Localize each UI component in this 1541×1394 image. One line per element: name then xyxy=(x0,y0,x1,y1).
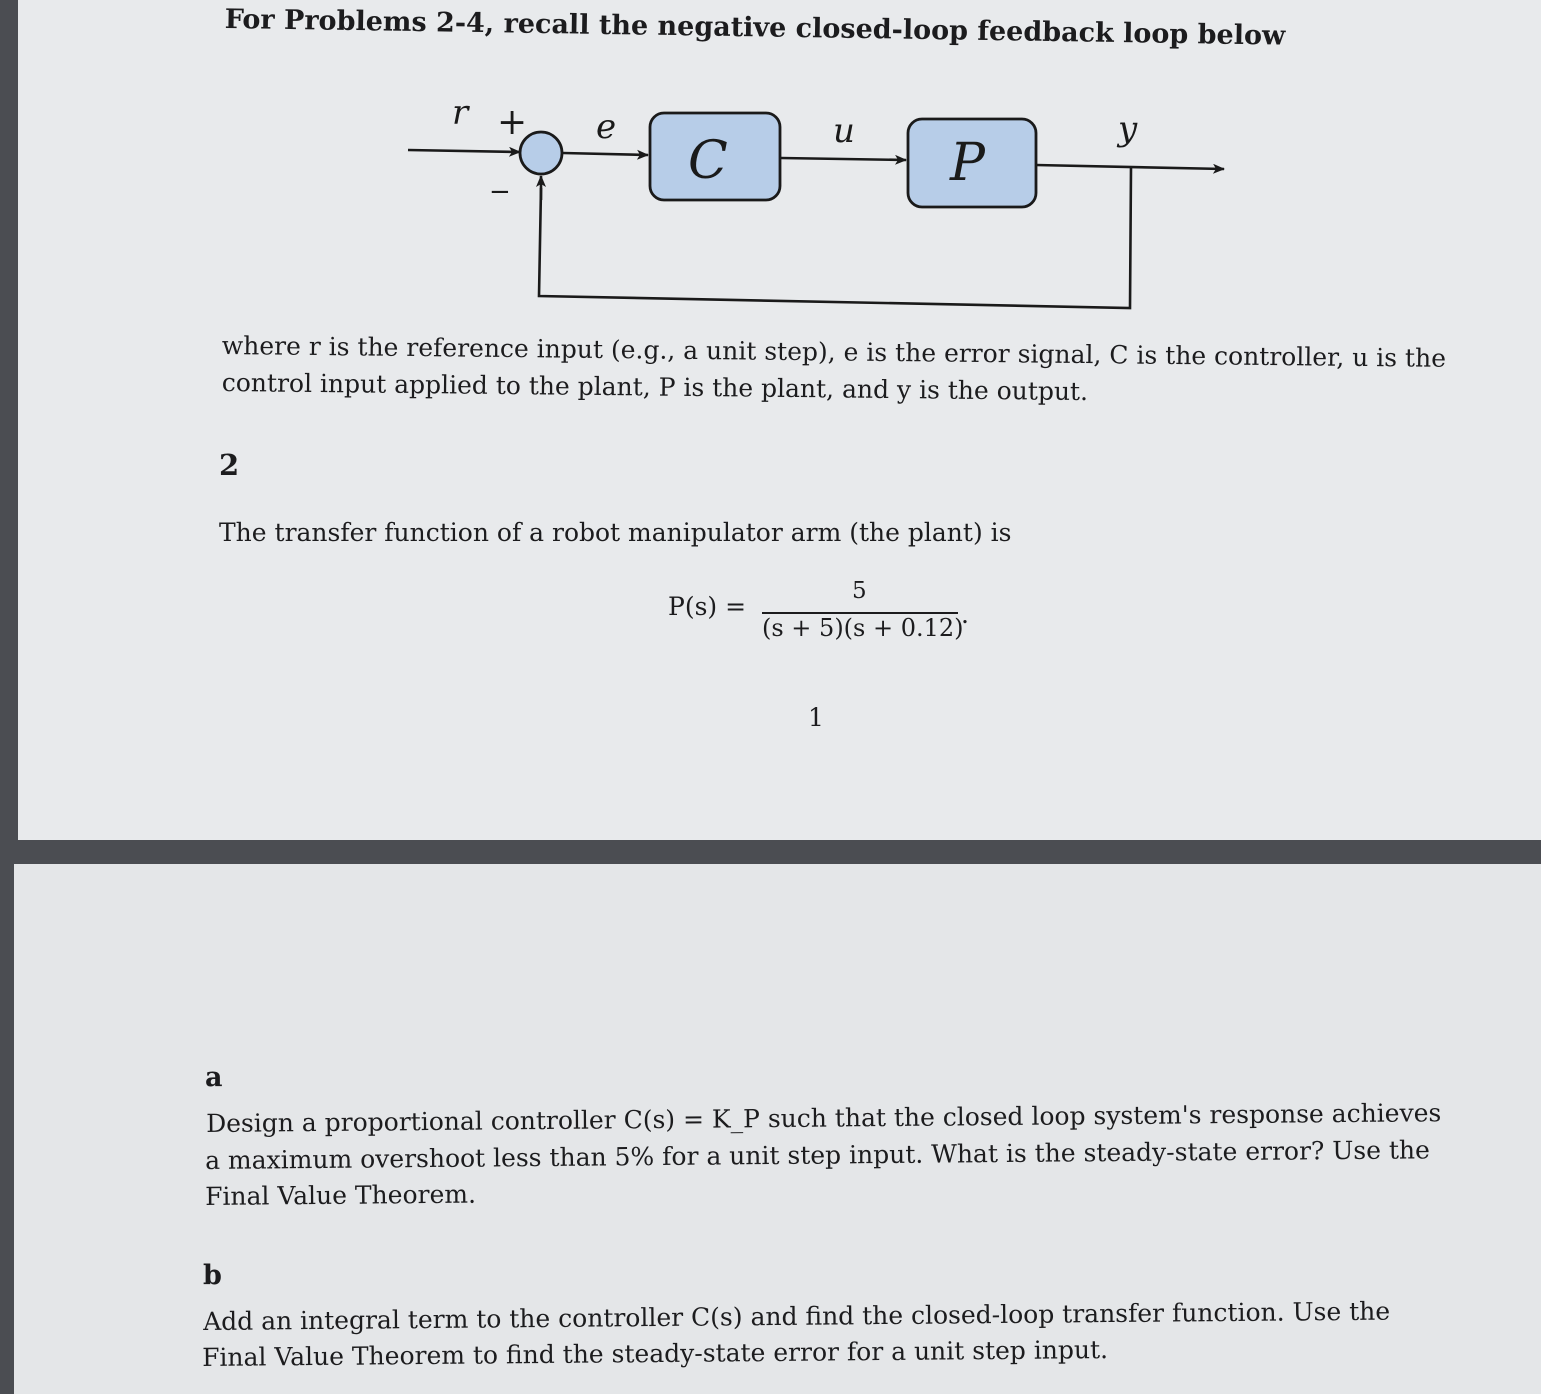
problem-intro: The transfer function of a robot manipulator arm (the plant) is xyxy=(219,518,1012,547)
problem-number: 2 xyxy=(219,448,240,482)
plus-sign: + xyxy=(497,102,528,143)
part-a-line-1: Design a proportional controller C(s) = K_P such that the closed loop system's response achieves xyxy=(206,1098,1442,1138)
input-label: r xyxy=(452,93,469,133)
page-number: 1 xyxy=(808,703,824,732)
equation-numerator: 5 xyxy=(852,578,867,604)
control-label: u xyxy=(833,111,855,151)
controller-label: C xyxy=(688,131,728,191)
minus-sign: − xyxy=(489,177,511,207)
feedback-loop-diagram xyxy=(0,0,1541,330)
plant-label: P xyxy=(950,133,985,193)
input-signal-line xyxy=(408,150,520,152)
part-b-line-2: Final Value Theorem to find the steady-state error for a unit step input. xyxy=(202,1335,1109,1372)
equation-denominator: (s + 5)(s + 0.12) xyxy=(762,614,964,642)
part-a-label: a xyxy=(205,1062,223,1093)
part-b-line-1: Add an integral term to the controller C(s) and find the closed-loop transfer function. Use the xyxy=(203,1296,1391,1336)
equation-lhs: P(s) = xyxy=(668,592,747,621)
description-line-1: where r is the reference input (e.g., a unit step), e is the error signal, C is the controller, u is the xyxy=(221,330,1447,373)
part-a-line-3: Final Value Theorem. xyxy=(205,1179,477,1211)
part-a-line-2: a maximum overshoot less than 5% for a unit step input. What is the steady-state error? Use the xyxy=(205,1135,1430,1175)
part-b-label: b xyxy=(203,1260,222,1291)
intro-title: For Problems 2-4, recall the negative closed-loop feedback loop below xyxy=(224,3,1286,52)
control-signal-line xyxy=(781,158,906,160)
error-signal-line xyxy=(563,153,648,155)
output-label: y xyxy=(1118,109,1138,149)
equation-period: . xyxy=(961,600,969,629)
feedback-path xyxy=(539,167,1131,308)
description-line-2: control input applied to the plant, P is the plant, and y is the output. xyxy=(221,367,1089,407)
error-label: e xyxy=(596,107,617,147)
